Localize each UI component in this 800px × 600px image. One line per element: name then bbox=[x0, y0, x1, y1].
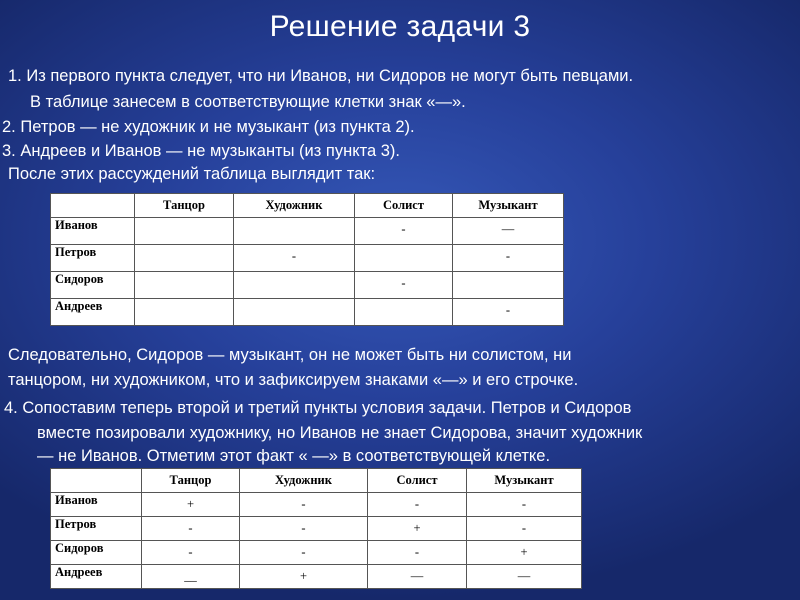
table-cell: + bbox=[368, 517, 467, 541]
header-cell: Художник bbox=[234, 194, 355, 218]
row-name: Андреев bbox=[51, 299, 135, 326]
table-cell bbox=[355, 245, 453, 272]
table-cell: + bbox=[467, 541, 582, 565]
table-row bbox=[51, 565, 582, 589]
table-header-row bbox=[51, 469, 582, 493]
table-cell: - bbox=[240, 493, 368, 517]
table-cell: - bbox=[467, 493, 582, 517]
header-cell bbox=[51, 469, 142, 493]
table-row bbox=[51, 218, 564, 245]
table-cell bbox=[135, 218, 234, 245]
table-cell: + bbox=[142, 493, 240, 517]
table-row bbox=[51, 245, 564, 272]
table-cell bbox=[234, 218, 355, 245]
header-cell: Танцор bbox=[142, 469, 240, 493]
point-4-line-2: вместе позировали художнику, но Иванов не знает Сидорова, значит художник bbox=[37, 424, 643, 442]
table-cell bbox=[355, 299, 453, 326]
table-first bbox=[50, 193, 564, 326]
table-cell: - bbox=[467, 517, 582, 541]
conclusion-line-1: Следовательно, Сидоров — музыкант, он не может быть ни солистом, ни bbox=[8, 346, 572, 364]
table-cell: — bbox=[368, 565, 467, 589]
point-4-line-3: — не Иванов. Отметим этот факт « —» в соответствующей клетке. bbox=[37, 447, 551, 465]
table-cell bbox=[234, 299, 355, 326]
table-cell bbox=[135, 299, 234, 326]
table-second bbox=[50, 468, 582, 589]
header-cell: Музыкант bbox=[467, 469, 582, 493]
point-1-line-2: В таблице занесем в соответствующие клетки знак «—». bbox=[30, 93, 466, 111]
slide-title: Решение задачи 3 bbox=[269, 10, 531, 43]
header-cell: Солист bbox=[368, 469, 467, 493]
table-cell: - bbox=[240, 541, 368, 565]
table-cell bbox=[135, 272, 234, 299]
row-name: Иванов bbox=[51, 493, 142, 517]
row-name: Сидоров bbox=[51, 541, 142, 565]
row-name: Петров bbox=[51, 245, 135, 272]
table-cell: - bbox=[142, 541, 240, 565]
table-cell: - bbox=[355, 272, 453, 299]
table-cell bbox=[453, 272, 564, 299]
table-row bbox=[51, 541, 582, 565]
table-cell: __ bbox=[142, 565, 240, 589]
row-name: Иванов bbox=[51, 218, 135, 245]
point-2: 2. Петров — не художник и не музыкант (из пункта 2). bbox=[2, 118, 415, 136]
header-cell bbox=[51, 194, 135, 218]
header-cell: Художник bbox=[240, 469, 368, 493]
table-cell: - bbox=[453, 245, 564, 272]
table-cell bbox=[135, 245, 234, 272]
table-cell: - bbox=[368, 541, 467, 565]
table-cell: - bbox=[368, 493, 467, 517]
row-name: Сидоров bbox=[51, 272, 135, 299]
table-header-row bbox=[51, 194, 564, 218]
table-cell bbox=[234, 272, 355, 299]
table-cell: - bbox=[240, 517, 368, 541]
point-3: 3. Андреев и Иванов — не музыканты (из пункта 3). bbox=[2, 142, 401, 160]
table-cell: - bbox=[355, 218, 453, 245]
table-cell: — bbox=[453, 218, 564, 245]
table-cell: - bbox=[234, 245, 355, 272]
header-cell: Танцор bbox=[135, 194, 234, 218]
table-row bbox=[51, 517, 582, 541]
row-name: Петров bbox=[51, 517, 142, 541]
row-name: Андреев bbox=[51, 565, 142, 589]
table-row bbox=[51, 272, 564, 299]
table-row bbox=[51, 493, 582, 517]
table-intro: После этих рассуждений таблица выглядит так: bbox=[8, 165, 376, 183]
table-cell: — bbox=[467, 565, 582, 589]
header-cell: Музыкант bbox=[453, 194, 564, 218]
point-4-line-1: 4. Сопоставим теперь второй и третий пункты условия задачи. Петров и Сидоров bbox=[4, 399, 632, 417]
table-cell: - bbox=[142, 517, 240, 541]
conclusion-line-2: танцором, ни художником, что и зафиксируем знаками «—» и его строчке. bbox=[8, 371, 579, 389]
point-1-line-1: 1. Из первого пункта следует, что ни Иванов, ни Сидоров не могут быть певцами. bbox=[8, 67, 634, 85]
table-cell: - bbox=[453, 299, 564, 326]
header-cell: Солист bbox=[355, 194, 453, 218]
table-row bbox=[51, 299, 564, 326]
table-cell: + bbox=[240, 565, 368, 589]
